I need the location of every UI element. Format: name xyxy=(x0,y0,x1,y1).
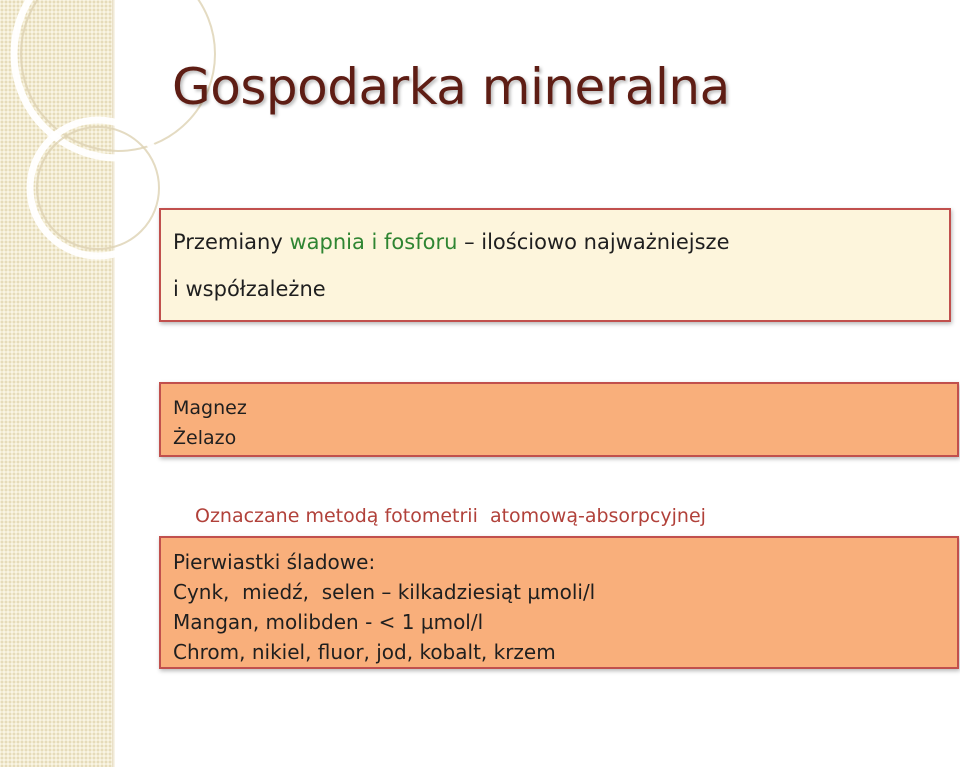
calcium-phosphorus-box xyxy=(159,208,951,322)
trace-line-zinc: Cynk, miedź, selen – kilkadziesiąt µmoli/l xyxy=(173,580,596,604)
calcium-text-after: – ilościowo najważniejsze xyxy=(457,230,730,254)
magnesium-iron-box xyxy=(159,382,959,457)
magnesium-item: Magnez xyxy=(173,397,247,419)
trace-heading: Pierwiastki śladowe: xyxy=(173,550,376,574)
calcium-line-2: i współzależne xyxy=(173,277,326,301)
calcium-line-1 xyxy=(173,224,949,260)
trace-elements-box xyxy=(159,536,959,669)
method-note: Oznaczane metodą fotometrii atomową-absorpcyjnej xyxy=(195,505,706,527)
slide-title: Gospodarka mineralna xyxy=(172,58,730,116)
trace-line-manganese: Mangan, molibden - < 1 µmol/l xyxy=(173,610,484,634)
calcium-highlight: wapnia i fosforu xyxy=(289,230,458,254)
iron-item: Żelazo xyxy=(173,427,237,449)
ring-small xyxy=(30,120,166,256)
calcium-text-before: Przemiany xyxy=(173,230,290,254)
ring-small-shadow xyxy=(37,127,159,249)
trace-line-chromium: Chrom, nikiel, fluor, jod, kobalt, krzem xyxy=(173,640,556,664)
